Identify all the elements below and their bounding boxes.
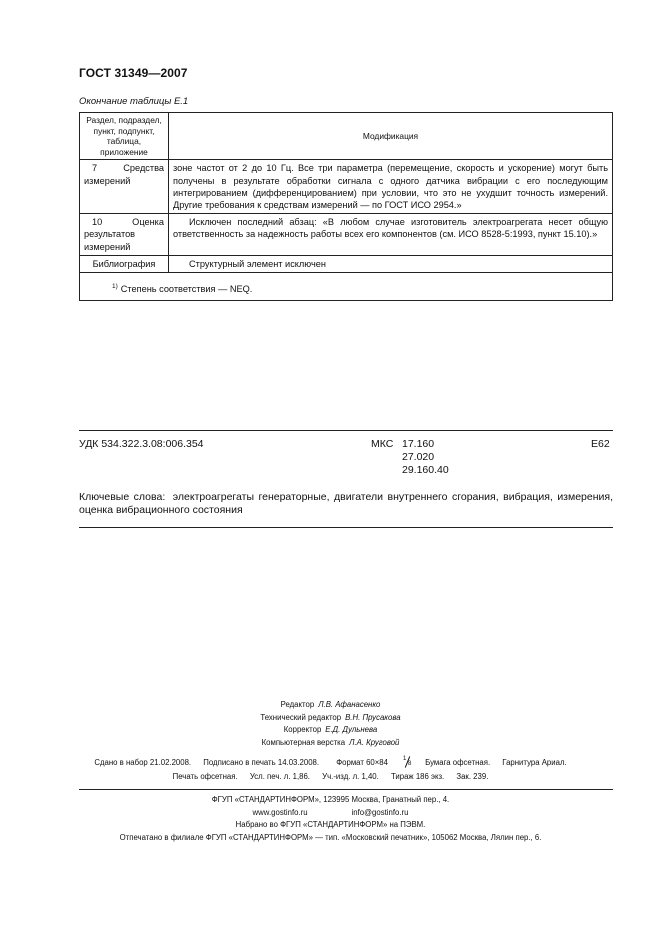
divider-top <box>79 430 613 431</box>
mks-code: 29.160.40 <box>402 464 449 477</box>
editor-line: Корректор Е.Д. Дульнева <box>283 725 378 735</box>
publisher-block <box>0 794 661 844</box>
section-cell: 7 Средства измерений <box>80 160 169 214</box>
udk-code: УДК 534.322.3.08:006.354 <box>79 438 204 450</box>
printed-note: Отпечатано в филиале ФГУП «СТАНДАРТИНФОРМ» — тип. «Московский печатник», 105062 Москва, Лялин пер., 6. <box>119 832 542 842</box>
publisher-contacts <box>0 807 661 820</box>
table-row <box>80 256 613 273</box>
table-header-row <box>80 113 613 160</box>
modification-cell: Исключен последний абзац: «В любом случае изготовитель электроагрегата несет общую ответственность за надежность работы всех его компонентов (см. ИСО 8528-5:1993, пункт 15.10).» <box>169 214 613 256</box>
typeset-note: Набрано во ФГУП «СТАНДАРТИНФОРМ» на ПЭВМ. <box>235 820 426 829</box>
divider-bottom <box>79 527 613 528</box>
modification-cell: зоне частот от 2 до 10 Гц. Все три параметра (перемещение, скорость и ускорение) могут быть получены в результате обработки сигнала с одного датчика вибрации с его последующим интегрированием (дифференцированием) при условии, что это не ухудшит точность измерений. Другие требования к средствам измерений — по ГОСТ ИСО 2954.» <box>169 160 613 214</box>
keywords-text: электроагрегаты генераторные, двигатели внутреннего сгорания, вибрация, измерения, оценка вибрационного состояния <box>79 491 614 517</box>
table-caption: Окончание таблицы Е.1 <box>79 96 189 107</box>
editors-block <box>0 699 661 749</box>
footnote-mark: 1) <box>112 283 118 291</box>
divider-imprint <box>79 789 613 790</box>
footnote-text: Степень соответствия — NEQ. <box>120 284 253 295</box>
header-section: Раздел, подраздел, пункт, подпункт, таблица, приложение <box>80 113 169 160</box>
paper-format: Формат 60×84 1 8 <box>336 756 412 767</box>
mks-label: МКС <box>371 438 394 450</box>
section-cell: Библиография <box>80 256 169 273</box>
website-link[interactable]: www.gostinfo.ru <box>252 807 308 817</box>
table-footnote-row <box>80 273 613 300</box>
table-footnote <box>80 273 613 300</box>
modification-table <box>79 112 613 301</box>
modification-cell: Структурный элемент исключен <box>169 256 613 273</box>
okstu-code: Е62 <box>591 438 610 450</box>
email-link[interactable]: info@gostinfo.ru <box>351 807 409 817</box>
mks-code: 17.160 <box>402 438 435 450</box>
keywords <box>79 491 613 518</box>
document-title: ГОСТ 31349—2007 <box>79 66 188 80</box>
mks-code: 27.020 <box>402 451 435 464</box>
editor-line: Редактор Л.В. Афанасенко <box>280 700 381 709</box>
mks-codes <box>402 438 449 478</box>
table-row <box>80 214 613 256</box>
header-modification: Модификация <box>169 113 613 160</box>
format-fraction: 1 8 <box>402 756 412 767</box>
keywords-label: Ключевые слова: <box>79 491 166 503</box>
editor-line: Компьютерная верстка Л.А. Круговой <box>261 737 400 747</box>
editor-line: Технический редактор В.Н. Прусакова <box>260 712 401 722</box>
section-cell: 10 Оценка результатов измерений <box>80 214 169 256</box>
print-details-line-1: Сдано в набор 21.02.2008. Подписано в печать 14.03.2008. Формат 60×84 1 8 Бумага офсетная. Гарнитура Ариал. <box>94 756 567 767</box>
print-details-line-2: Печать офсетная. Усл. печ. л. 1,86. Уч.-изд. л. 1,40. Тираж 186 экз. Зак. 239. <box>172 772 489 781</box>
publisher-address: ФГУП «СТАНДАРТИНФОРМ», 123995 Москва, Гранатный пер., 4. <box>211 795 450 804</box>
table-row <box>80 160 613 214</box>
